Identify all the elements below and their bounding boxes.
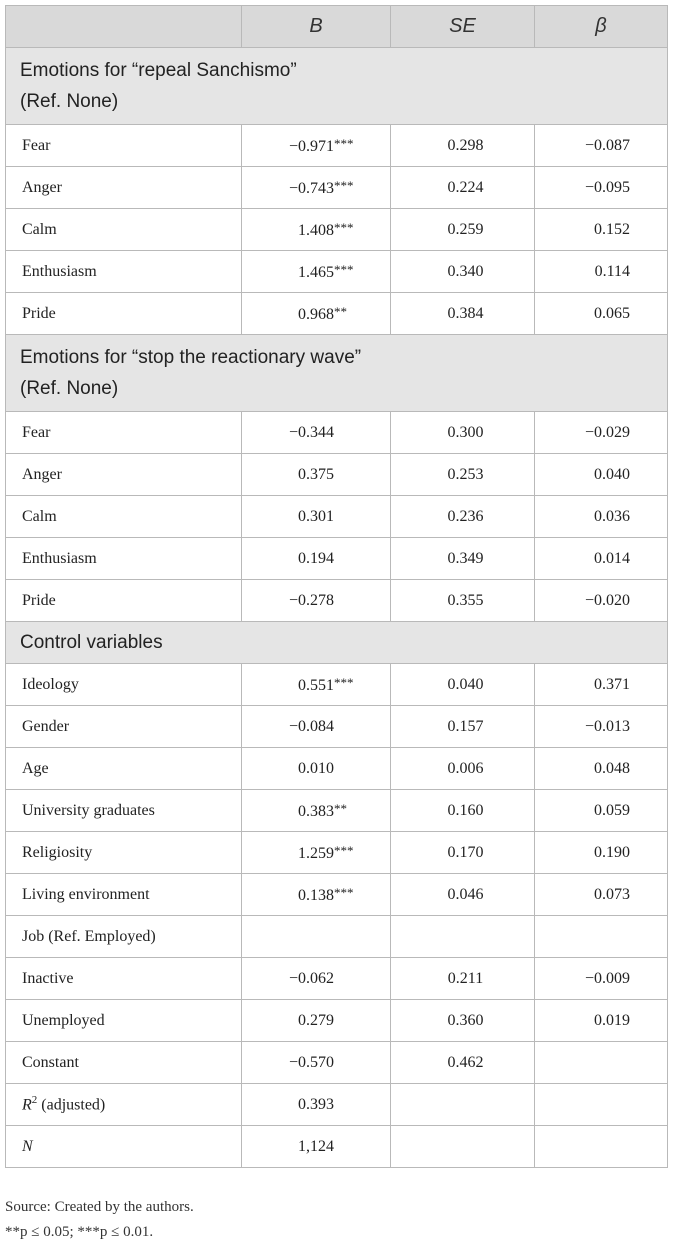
significance-stars: ***: [334, 219, 354, 235]
r2-label: [6, 1084, 242, 1126]
b-value: −0.971: [288, 137, 334, 155]
b-value: −0.570: [288, 1053, 334, 1071]
section-title: Emotions for “repeal Sanchismo”: [20, 60, 297, 81]
row-label: Job (Ref. Employed): [6, 916, 242, 958]
header-label-cell: [6, 6, 242, 48]
se-value: 0.040: [391, 664, 535, 706]
b-cell: [242, 790, 391, 832]
significance-stars: ***: [334, 135, 354, 151]
row-label: Fear: [6, 125, 242, 167]
n-label: [6, 1126, 242, 1168]
row-label: Constant: [6, 1042, 242, 1084]
table-row: [6, 1126, 668, 1168]
b-cell: [242, 209, 391, 251]
row-label: Inactive: [6, 958, 242, 1000]
b-value: −0.278: [288, 591, 334, 609]
b-value: 1.259: [298, 844, 334, 862]
b-cell: [242, 958, 391, 1000]
se-value: 0.236: [391, 496, 535, 538]
table-row: [6, 580, 668, 622]
b-cell: [242, 916, 391, 958]
row-label: University graduates: [6, 790, 242, 832]
significance-stars: ***: [334, 884, 354, 900]
row-label: Age: [6, 748, 242, 790]
significance-stars: ***: [334, 261, 354, 277]
se-value: 0.211: [391, 958, 535, 1000]
n-symbol: N: [22, 1137, 33, 1155]
r-symbol: R: [22, 1096, 32, 1114]
beta-value: 0.059: [535, 790, 668, 832]
significance-stars: **: [334, 800, 347, 816]
table-row: [6, 167, 668, 209]
table-row: [6, 1000, 668, 1042]
table-row: [6, 916, 668, 958]
b-value: 0.279: [298, 1011, 334, 1029]
b-cell: [242, 167, 391, 209]
beta-value: 0.152: [535, 209, 668, 251]
se-value: 0.462: [391, 1042, 535, 1084]
beta-value: [535, 1042, 668, 1084]
row-label: Fear: [6, 412, 242, 454]
section-reference: (Ref. None): [20, 378, 119, 399]
beta-value: 0.040: [535, 454, 668, 496]
beta-value: 0.073: [535, 874, 668, 916]
se-value: [391, 916, 535, 958]
b-cell: [242, 1084, 391, 1126]
significance-note: **p ≤ 0.05; ***p ≤ 0.01.: [5, 1224, 154, 1240]
table-row: [6, 958, 668, 1000]
beta-value: [535, 1126, 668, 1168]
se-value: 0.046: [391, 874, 535, 916]
b-cell: [242, 412, 391, 454]
table-row: [6, 538, 668, 580]
beta-value: 0.114: [535, 251, 668, 293]
beta-value: −0.020: [535, 580, 668, 622]
se-value: 0.259: [391, 209, 535, 251]
se-value: 0.298: [391, 125, 535, 167]
b-value: −0.084: [288, 717, 334, 735]
b-cell: [242, 748, 391, 790]
b-cell: [242, 1000, 391, 1042]
beta-value: 0.019: [535, 1000, 668, 1042]
row-label: Ideology: [6, 664, 242, 706]
table-row: [6, 748, 668, 790]
table-row: [6, 664, 668, 706]
r-label-rest: (adjusted): [37, 1096, 106, 1114]
table-row: [6, 125, 668, 167]
se-value: 0.340: [391, 251, 535, 293]
b-value: 0.393: [298, 1095, 334, 1113]
se-value: 0.300: [391, 412, 535, 454]
row-label: Calm: [6, 209, 242, 251]
row-label: Religiosity: [6, 832, 242, 874]
se-value: 0.224: [391, 167, 535, 209]
b-value: −0.344: [288, 423, 334, 441]
row-label: Pride: [6, 293, 242, 335]
table-row: [6, 706, 668, 748]
b-value: 1.408: [298, 221, 334, 239]
beta-value: 0.065: [535, 293, 668, 335]
b-value: 0.383: [298, 802, 334, 820]
b-value: −0.062: [288, 969, 334, 987]
b-cell: [242, 706, 391, 748]
b-cell: [242, 251, 391, 293]
row-label: Enthusiasm: [6, 251, 242, 293]
b-cell: [242, 832, 391, 874]
beta-value: 0.036: [535, 496, 668, 538]
b-cell: [242, 538, 391, 580]
se-value: 0.006: [391, 748, 535, 790]
beta-value: −0.087: [535, 125, 668, 167]
beta-value: 0.048: [535, 748, 668, 790]
table-row: [6, 832, 668, 874]
header-row: [6, 6, 668, 48]
row-label: Gender: [6, 706, 242, 748]
b-cell: [242, 496, 391, 538]
b-cell: [242, 293, 391, 335]
se-value: 0.349: [391, 538, 535, 580]
section-row: [6, 335, 668, 412]
b-cell: [242, 454, 391, 496]
beta-value: [535, 916, 668, 958]
row-label: Enthusiasm: [6, 538, 242, 580]
r-superscript: 2: [31, 1094, 38, 1107]
beta-value: 0.371: [535, 664, 668, 706]
section-title: Emotions for “stop the reactionary wave”: [20, 347, 362, 368]
table-row: [6, 251, 668, 293]
b-value: −0.743: [288, 179, 334, 197]
header-beta: β: [535, 6, 668, 48]
section-heading: [6, 48, 668, 125]
beta-value: −0.013: [535, 706, 668, 748]
b-value: 1,124: [298, 1137, 334, 1155]
table-row: [6, 1042, 668, 1084]
beta-value: −0.009: [535, 958, 668, 1000]
row-label: Living environment: [6, 874, 242, 916]
se-value: 0.170: [391, 832, 535, 874]
b-cell: [242, 664, 391, 706]
regression-table: [5, 5, 668, 1168]
b-value: 0.010: [298, 759, 334, 777]
b-value: 1.465: [298, 263, 334, 281]
row-label: Pride: [6, 580, 242, 622]
b-cell: [242, 580, 391, 622]
se-value: 0.157: [391, 706, 535, 748]
b-value: 0.194: [298, 549, 334, 567]
b-value: 0.301: [298, 507, 334, 525]
header-b: B: [242, 6, 391, 48]
table-row: [6, 209, 668, 251]
se-value: 0.360: [391, 1000, 535, 1042]
b-value: 0.968: [298, 305, 334, 323]
b-value: 0.551: [298, 676, 334, 694]
significance-stars: **: [334, 303, 347, 319]
beta-value: 0.014: [535, 538, 668, 580]
row-label: Unemployed: [6, 1000, 242, 1042]
header-se: SE: [391, 6, 535, 48]
se-value: 0.384: [391, 293, 535, 335]
beta-value: −0.029: [535, 412, 668, 454]
se-value: [391, 1084, 535, 1126]
row-label: Calm: [6, 496, 242, 538]
table-notes: [5, 1195, 194, 1245]
table-row: [6, 1084, 668, 1126]
row-label: Anger: [6, 454, 242, 496]
section-heading: [6, 335, 668, 412]
table-row: [6, 412, 668, 454]
b-value: 0.138: [298, 886, 334, 904]
section-reference: (Ref. None): [20, 91, 119, 112]
b-cell: [242, 1042, 391, 1084]
b-cell: [242, 125, 391, 167]
beta-value: [535, 1084, 668, 1126]
beta-value: 0.190: [535, 832, 668, 874]
significance-stars: ***: [334, 842, 354, 858]
b-cell: [242, 1126, 391, 1168]
table-row: [6, 454, 668, 496]
table-row: [6, 874, 668, 916]
significance-stars: ***: [334, 177, 354, 193]
b-cell: [242, 874, 391, 916]
significance-stars: ***: [334, 674, 354, 690]
table-row: [6, 790, 668, 832]
b-value: 0.375: [298, 465, 334, 483]
se-value: 0.160: [391, 790, 535, 832]
beta-value: −0.095: [535, 167, 668, 209]
source-note: Source: Created by the authors.: [5, 1199, 194, 1215]
row-label: Anger: [6, 167, 242, 209]
section-row: [6, 622, 668, 664]
table-row: [6, 496, 668, 538]
section-row: [6, 48, 668, 125]
se-value: [391, 1126, 535, 1168]
section-heading: [6, 622, 668, 664]
section-title: Control variables: [20, 631, 163, 653]
table-row: [6, 293, 668, 335]
se-value: 0.253: [391, 454, 535, 496]
se-value: 0.355: [391, 580, 535, 622]
